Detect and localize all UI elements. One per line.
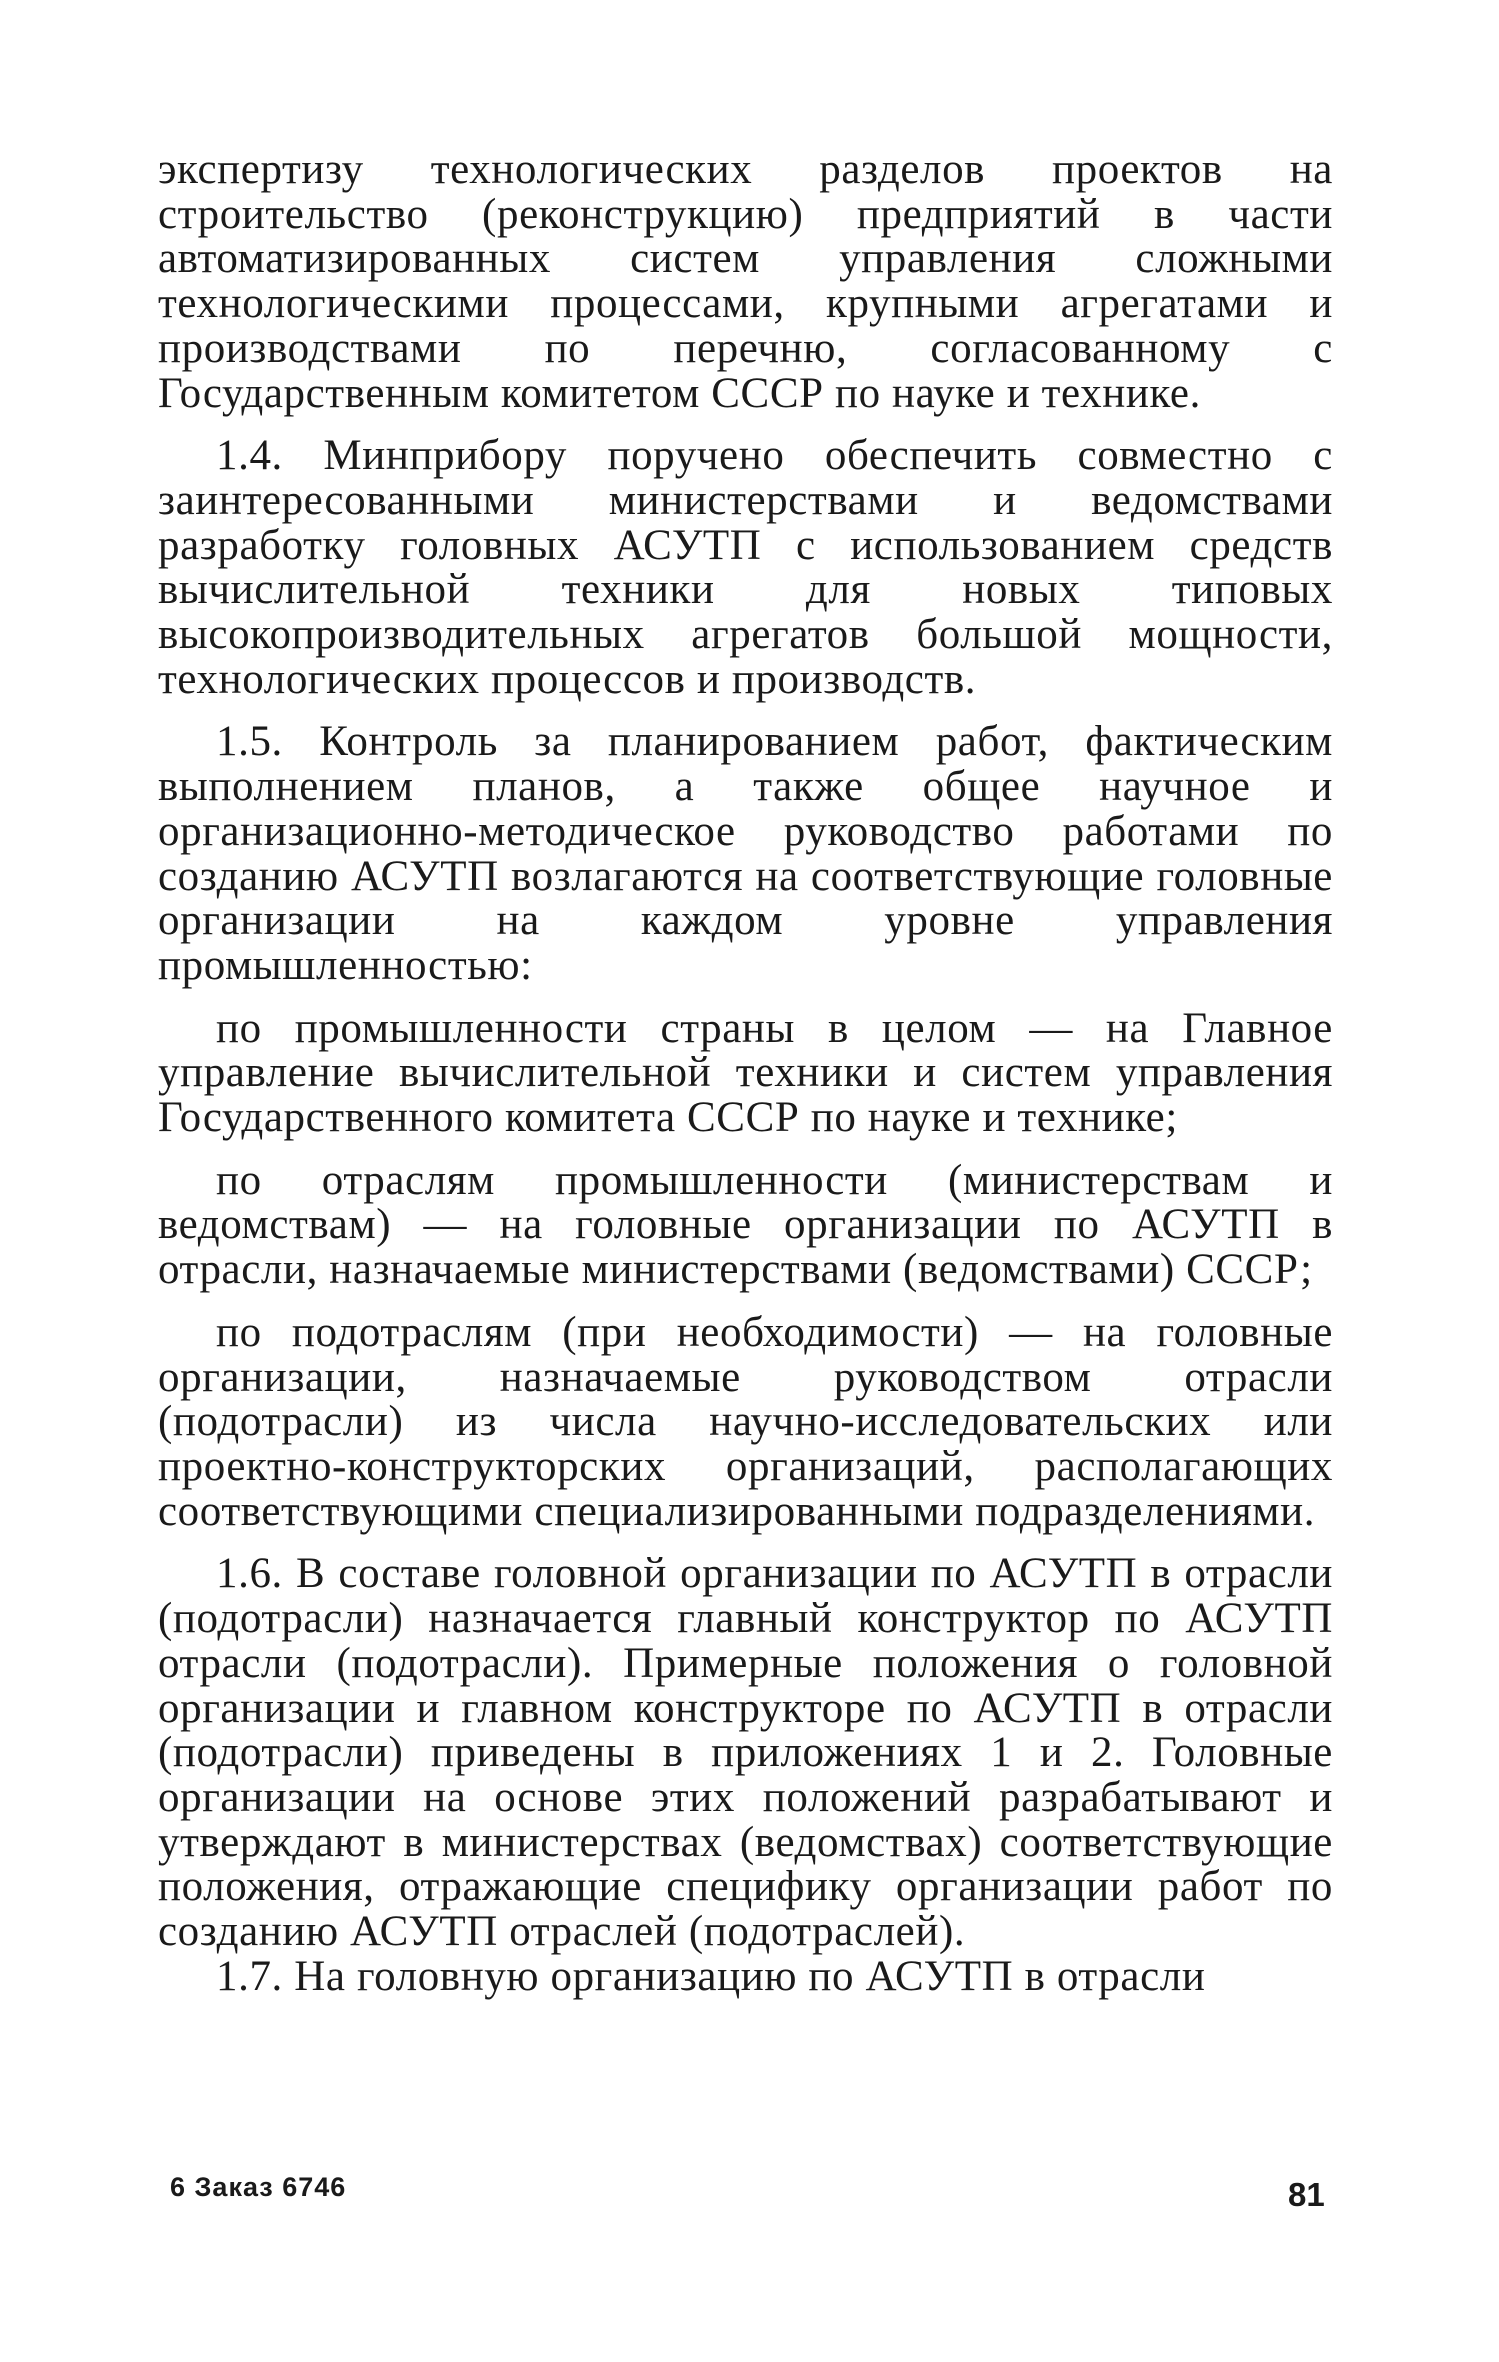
list-item-country: по промышленности страны в целом — на Главное управление вычислительной техники и систем управления Государственного комитета СССР по науке и технике; xyxy=(158,1004,1333,1142)
paragraph-continuation: экспертизу технологических разделов проектов на строительство (реконструкцию) предприятий в части автоматизированных систем управления сложными технологическими процессами, крупными агрегатами и производствами по перечню, согласованному с Государственным комитетом СССР по науке и технике. xyxy=(158,146,1333,417)
paragraph-1-5: 1.5. Контроль за планированием работ, фактическим выполнением планов, а также общее научное и организационно-методическое руководство работами по созданию АСУТП возлагаются на соответствующие головные организации на каждом уровне управления промышленностью: xyxy=(158,718,1333,989)
paragraph-1-7: 1.7. На головную организацию по АСУТП в отрасли xyxy=(216,1952,1206,2000)
body-text xyxy=(158,148,1333,1999)
page-number: 81 xyxy=(1288,2176,1325,2213)
list-item-branches: по отраслям промышленности (министерствам и ведомствам) — на головные организации по АСУТП в отрасли, назначаемые министерствами (ведомствами) СССР; xyxy=(158,1156,1333,1294)
paragraph-1-6: 1.6. В составе головной организации по АСУТП в отрасли (подотрасли) назначается главный конструктор по АСУТП отрасли (подотрасли). Примерные положения о головной организации и главном конструкторе по АСУТП в отрасли (подотрасли) приведены в приложениях 1 и 2. Головные организации на основе этих положений разрабатывают и утверждают в министерствах (ведомствах) соответствующие положения, отражающие специфику организации работ по созданию АСУТП отраслей (подотраслей). xyxy=(158,1550,1333,1956)
print-order-note: 6 Заказ 6746 xyxy=(170,2172,347,2202)
list-item-subbranches: по подотраслям (при необходимости) — на головные организации, назначаемые руководством отрасли (подотрасли) из числа научно-исследовательских или проектно-конструкторских организаций, располагающих соответствующими специализированными подразделениями. xyxy=(158,1308,1333,1535)
paragraph-1-4: 1.4. Минприбору поручено обеспечить совместно с заинтересованными министерствами и ведомствами разработку головных АСУТП с использованием средств вычислительной техники для новых типовых высокопроизводительных агрегатов большой мощности, технологических процессов и производств. xyxy=(158,432,1333,703)
